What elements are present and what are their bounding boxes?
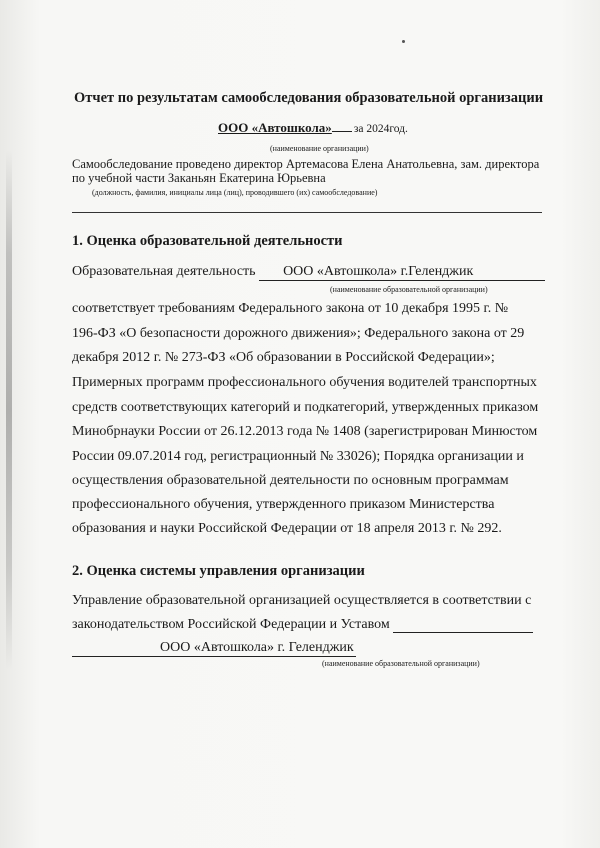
person-caption: (должность, фамилия, инициалы лица (лиц), проводившего (их) самообследование) [92,188,378,197]
section1-org-value: ООО «Автошкола» г.Геленджик [283,264,474,279]
section1-line-8: осуществления образовательной деятельности по основным программам [72,473,509,488]
section1-line-3: декабря 2012 г. № 273-ФЗ «Об образовании в Российской Федерации»; [72,350,495,365]
section2-line-2-text: законодательством Российской Федерации и Уставом [72,617,390,632]
org-underline-gap [332,120,352,132]
org-caption: (наименование организации) [270,144,369,153]
section1-line-4: Примерных программ профессионального обучения водителей транспортных [72,375,537,390]
scan-edge-shadow [6,150,12,670]
section1-caption: (наименование образовательной организации) [330,285,488,294]
section2-org-line [72,640,356,657]
section2-underline-fill [393,618,533,633]
section1-org-value-field [259,264,545,281]
section1-line-9: профессионального обучения, утвержденного приказом Министерства [72,497,495,512]
section1-line-2: 196-ФЗ «О безопасности дорожного движения»; Федерального закона от 29 [72,326,525,341]
section1-line-1: соответствует требованиям Федерального закона от 10 декабря 1995 г. № [72,301,509,316]
section1-label: Образовательная деятельность [72,264,256,279]
section1-line-5: средств соответствующих категорий и подкатегорий, утвержденных приказом [72,400,539,415]
report-year: за 2024год. [353,123,408,135]
section1-line-6: Минобрнауки России от 26.12.2013 года № 1408 (зарегистрирован Минюстом [72,424,538,439]
section2-line-1: Управление образовательной организацией осуществляется в соответствии с [72,593,532,608]
section1-line-7: России 09.07.2014 год, регистрационный № 33026); Порядка организации и [72,449,524,464]
scan-dot [402,40,405,43]
self-exam-text: Самообследование проведено директор Артемасова Елена Анатольевна, зам. директора по учебной части Заканьян Екатерина Юрьевна [72,157,540,185]
section2-heading: 2. Оценка системы управления организации [72,563,365,579]
org-line [218,120,408,136]
section2-caption: (наименование образовательной организации) [322,659,480,668]
separator-line [72,212,542,213]
section1-org-line [72,264,545,281]
section1-line-10: образования и науки Российской Федерации от 18 апреля 2013 г. № 292. [72,521,502,536]
section2-line-2 [72,617,533,633]
section2-org-value-field [72,640,356,657]
document-title: Отчет по результатам самообследования образовательной организации [74,90,544,106]
section1-heading: 1. Оценка образовательной деятельности [72,233,343,249]
section2-org-value: ООО «Автошкола» г. Геленджик [160,640,354,655]
org-name: ООО «Автошкола» [218,120,332,135]
